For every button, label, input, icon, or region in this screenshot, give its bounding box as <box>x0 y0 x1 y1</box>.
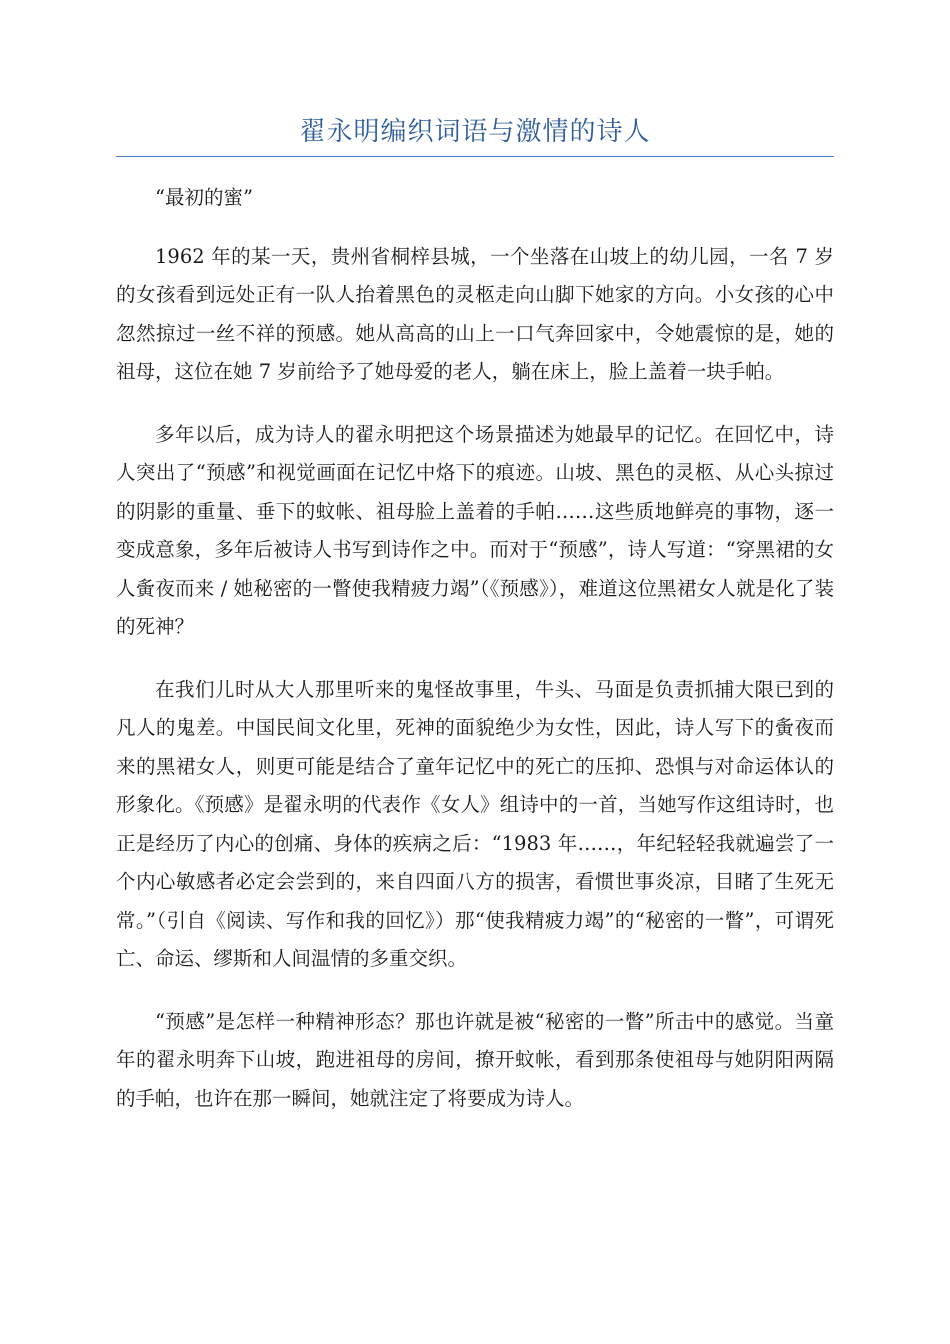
paragraph: 多年以后，成为诗人的翟永明把这个场景描述为她最早的记忆。在回忆中，诗人突出了“预感”和视觉画面在记忆中烙下的痕迹。山坡、黑色的灵柩、从心头掠过的阴影的重量、垂下的蚊帐、祖母脸上盖着的手帕……这些质地鲜亮的事物，逐一变成意象，多年后被诗人书写到诗作之中。而对于“预感”，诗人写道：“穿黑裙的女人夤夜而来 / 她秘密的一瞥使我精疲力竭”（《预感》），难道这位黑裙女人就是化了装的死神？ <box>116 422 834 638</box>
section-heading: “最初的蜜” <box>155 186 253 209</box>
paragraph: 1962 年的某一天，贵州省桐梓县城，一个坐落在山坡上的幼儿园，一名 7 岁的女孩看到远处正有一队人抬着黑色的灵柩走向山脚下她家的方向。小女孩的心中忽然掠过一丝不祥的预感。她从高高的山上一口气奔回家中，令她震惊的是，她的祖母，这位在她 7 岁前给予了她母爱的老人，躺在床上，脸上盖着一块手帕。 <box>116 244 834 383</box>
document-page <box>116 112 834 1142</box>
document-title: 翟永明编织词语与激情的诗人 <box>116 112 834 157</box>
paragraph: 在我们儿时从大人那里听来的鬼怪故事里，牛头、马面是负责抓捕大限已到的凡人的鬼差。中国民间文化里，死神的面貌绝少为女性，因此，诗人写下的夤夜而来的黑裙女人，则更可能是结合了童年记忆中的死亡的压抑、恐惧与对命运体认的形象化。《预感》是翟永明的代表作《女人》组诗中的一首，当她写作这组诗时，也正是经历了内心的创痛、身体的疾病之后：“1983 年……，年纪轻轻我就遍尝了一个内心敏感者必定会尝到的，来自四面八方的损害，看惯世事炎凉，目睹了生死无常。”（引自《阅读、写作和我的回忆》）那“使我精疲力竭”的“秘密的一瞥”，可谓死亡、命运、缪斯和人间温情的多重交织。 <box>116 677 834 970</box>
paragraph: “预感”是怎样一种精神形态？那也许就是被“秘密的一瞥”所击中的感觉。当童年的翟永明奔下山坡，跑进祖母的房间，撩开蚊帐，看到那条使祖母与她阴阳两隔的手帕，也许在那一瞬间，她就注定了将要成为诗人。 <box>116 1009 834 1110</box>
document-body <box>116 179 834 1118</box>
